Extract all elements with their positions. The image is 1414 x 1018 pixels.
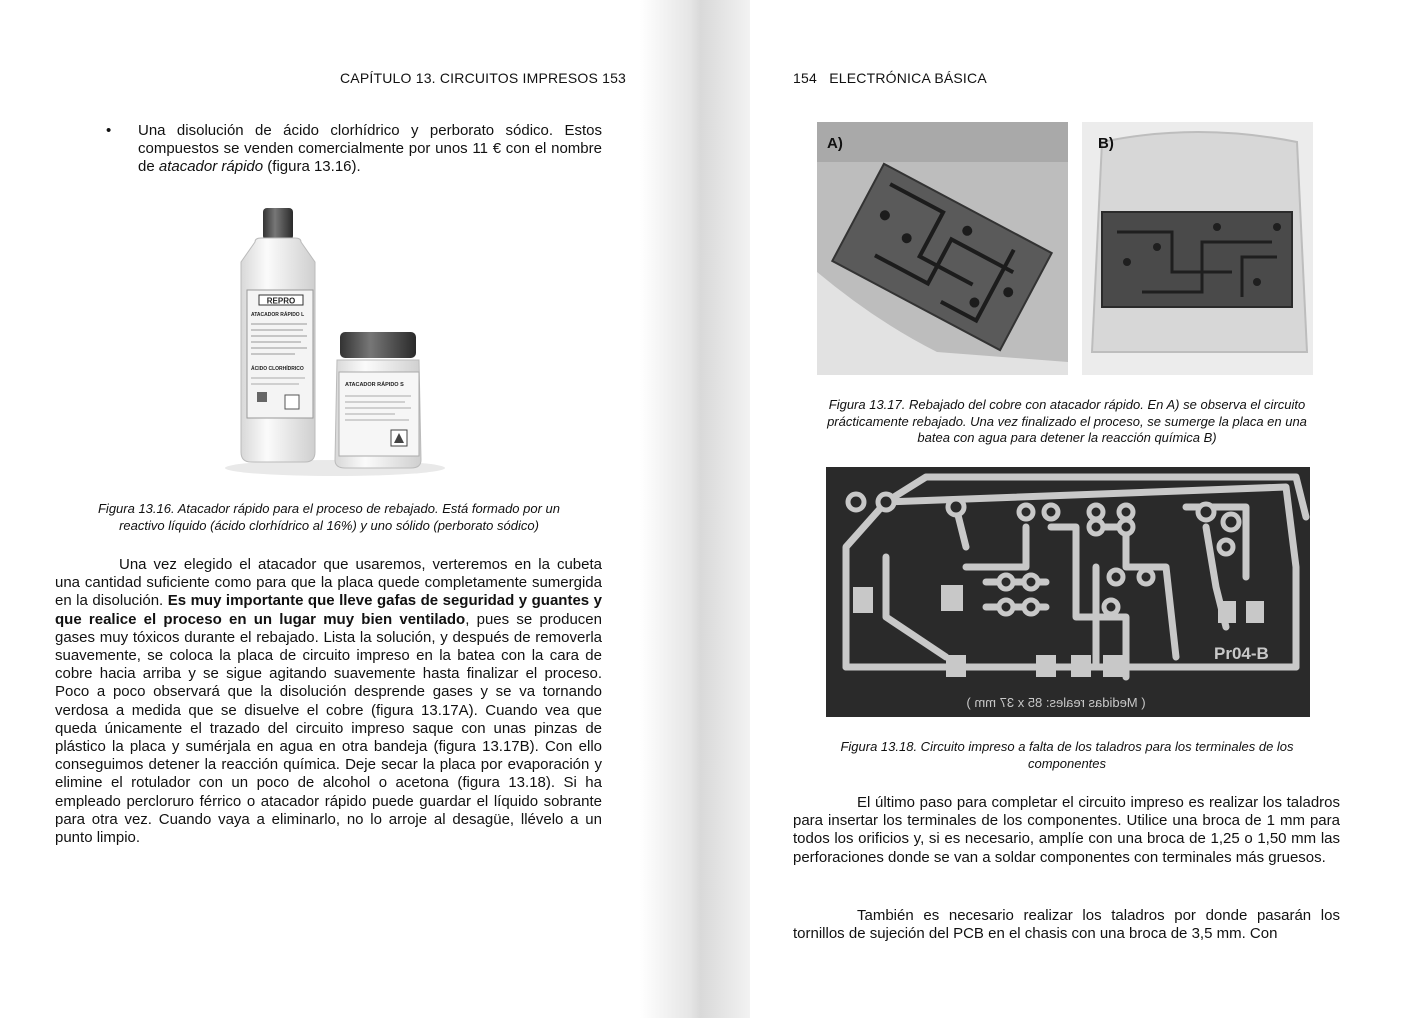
figure-13-17a-photo: [817, 122, 1068, 375]
figure-13-17-caption-line3: batea con agua para detener la reacción química B): [917, 430, 1217, 445]
left-body-text-b: , pues se producen gases muy tóxicos durante el rebajado. Lista la solución, y después de removerla suavemente, se coloca la placa de circuito impreso en la batea con la cara de cobre hacia arriba y se sigue agitando suavemente hasta finalizar el proceso. Poco a poco observará que la disolución desprende gases y se va tornando verdosa a medida que se disuelve el cobre (figura 13.17A). Cuando vea que queda únicamente el trazado del circuito impreso saque con unas pinzas de plástico la placa y sumérjala en agua en otra bandeja (figura 13.17B). Con ello conseguimos detener la reacción química. Deje secar la placa por evaporación y elimine el rotulador con un poco de alcohol o acetona (figura 13.18). Si ha empleado percloruro férrico o atacador rápido puede guardar el líquido sobrante para otra vez. Cuando vaya a eliminarlo, no lo arroje al desagüe, llévelo a un punto limpio.: [55, 610, 602, 847]
left-body-text-a: Una vez elegido el atacador que usaremos, verteremos en la cubeta una cantidad suficiente como para que la placa quede completamente sumergida en la disolución.: [55, 556, 602, 610]
pcb-board-illustration: [826, 467, 1310, 717]
right-body-paragraph-2: También es necesario realizar los taladros por donde pasarán los tornillos de sujeción del PCB en el chasis con una broca de 3,5 mm. Con: [793, 907, 1340, 943]
figure-13-17b-photo: [1082, 122, 1313, 375]
bullet-text-b: (figura 13.16).: [263, 158, 361, 176]
etching-tray-b-illustration: [1082, 122, 1313, 375]
right-body-paragraph-1: El último paso para completar el circuito impreso es realizar los taladros para insertar los terminales de los componentes. Utilice una broca de 1 mm para todos los orificios y, si es necesario, amplíe con una broca de 1,25 o 1,50 mm las perforaciones donde se van a soldar componentes con terminales más gruesos.: [793, 794, 1340, 866]
figure-13-17-caption: [797, 397, 1337, 447]
figure-13-18-caption-line2: componentes: [1027, 755, 1107, 771]
bullet-item: [106, 122, 602, 177]
etchant-bottles-illustration: [215, 200, 455, 480]
book-gutter-shadow: [640, 0, 750, 1018]
bullet-text: [138, 122, 602, 177]
figure-13-16-caption-line1: Figura 13.16. Atacador rápido para el proceso de rebajado. Está formado por un: [97, 501, 561, 516]
pcb-board-label: Pr04-B: [1214, 644, 1269, 663]
jar-label-text: ATACADOR RÁPIDO S: [345, 382, 404, 388]
figure-13-18-caption: [797, 739, 1337, 772]
figure-13-16-caption-line2: reactivo líquido (ácido clorhídrico al 16%) y uno sólido (perborato sódico): [119, 517, 539, 533]
figure-13-17-caption-line1: Figura 13.17. Rebajado del cobre con atacador rápido. En A) se observa el circuito: [828, 397, 1306, 412]
figure-13-17-caption-line2: prácticamente rebajado. Una vez finalizado el proceso, se sumerge la placa en una: [827, 413, 1307, 429]
left-body-bold-warning: Es muy importante que lleve gafas de seguridad y guantes y que realice el proceso en un lugar muy bien ventilado: [55, 592, 602, 628]
figure-13-18-photo: [826, 467, 1310, 717]
figure-13-17-label-a: A): [827, 135, 843, 152]
bottle-sublabel-text: ÁCIDO CLORHÍDRICO: [251, 366, 304, 372]
left-running-head: CAPÍTULO 13. CIRCUITOS IMPRESOS 153: [340, 70, 627, 86]
right-running-head: 154 ELECTRÓNICA BÁSICA: [793, 70, 987, 86]
figure-13-17-label-b: B): [1098, 135, 1114, 152]
bottle-brand-text: REPRO: [266, 296, 296, 306]
figure-13-16-caption: [62, 501, 596, 534]
figure-13-18-caption-line1: Figura 13.18. Circuito impreso a falta de los taladros para los terminales de los: [840, 739, 1294, 754]
bullet-symbol: •: [106, 122, 112, 139]
bullet-text-italic: atacador rápido: [158, 158, 264, 176]
bottle-label-text: ATACADOR RÁPIDO L: [251, 312, 305, 318]
bullet-text-a: Una disolución de ácido clorhídrico y perborato sódico. Estos compuestos se venden comercialmente por unos 11 € con el nombre de: [138, 122, 602, 176]
pcb-mirrored-dimensions: ( Medidas reales: 85 x 37 mm ): [966, 695, 1146, 710]
figure-13-16-photo: [215, 200, 455, 480]
left-body-paragraph: [55, 556, 602, 847]
etching-tray-a-illustration: [817, 122, 1068, 375]
